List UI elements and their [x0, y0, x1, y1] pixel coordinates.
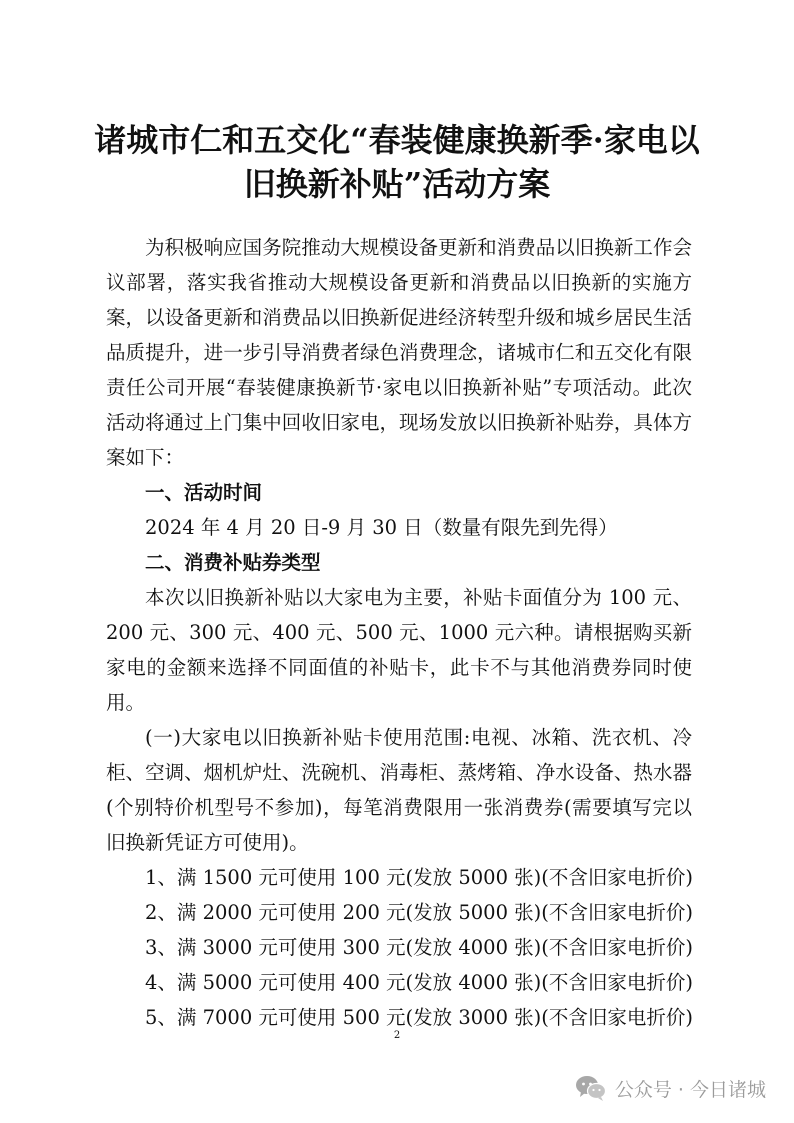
- activity-time: 2024 年 4 月 20 日-9 月 30 日（数量有限先到先得）: [145, 516, 618, 539]
- list-item: 3、满 3000 元可使用 300 元(发放 4000 张)(不含旧家电折价): [145, 936, 693, 959]
- section-heading-time: 一、活动时间: [145, 481, 263, 504]
- list-item: 2、满 2000 元可使用 200 元(发放 5000 张)(不含旧家电折价): [145, 901, 693, 924]
- list-item: 1、满 1500 元可使用 100 元(发放 5000 张)(不含旧家电折价): [145, 866, 693, 889]
- document-body: [106, 230, 692, 1035]
- watermark: [575, 1072, 766, 1104]
- title-line-2: 旧换新补贴”活动方案: [243, 165, 551, 203]
- wechat-icon: [575, 1074, 607, 1102]
- watermark-text: 公众号 · 今日诸城: [614, 1078, 766, 1101]
- list-item: 4、满 5000 元可使用 400 元(发放 4000 张)(不含旧家电折价): [145, 971, 693, 994]
- coupon-types-paragraph: 本次以旧换新补贴以大家电为主要，补贴卡面值分为 100 元、200 元、300 元、400 元、500 元、1000 元六种。请根据购买新家电的金额来选择不同面值的补贴卡，此卡不与其他消费券同时使用。: [106, 586, 692, 714]
- section-heading-coupon-types: 二、消费补贴券类型: [145, 551, 321, 574]
- list-item: 5、满 7000 元可使用 500 元(发放 3000 张)(不含旧家电折价): [145, 1006, 693, 1029]
- usage-scope-paragraph: (一)大家电以旧换新补贴卡使用范围:电视、冰箱、洗衣机、冷柜、空调、烟机炉灶、洗碗机、消毒柜、蒸烤箱、净水设备、热水器(个别特价机型号不参加)，每笔消费限用一张消费券(需要填写完以旧换新凭证方可使用)。: [106, 726, 692, 854]
- title-line-1: 诸城市仁和五交化“春装健康换新季·家电以: [94, 121, 700, 159]
- page-number: 2: [393, 1030, 401, 1041]
- intro-paragraph: 为积极响应国务院推动大规模设备更新和消费品以旧换新工作会议部署，落实我省推动大规模设备更新和消费品以旧换新的实施方案，以设备更新和消费品以旧换新促进经济转型升级和城乡居民生活品质提升，进一步引导消费者绿色消费理念，诸城市仁和五交化有限责任公司开展“春装健康换新节·家电以旧换新补贴”专项活动。此次活动将通过上门集中回收旧家电，现场发放以旧换新补贴券，具体方案如下：: [106, 236, 692, 469]
- page-title: [90, 118, 704, 206]
